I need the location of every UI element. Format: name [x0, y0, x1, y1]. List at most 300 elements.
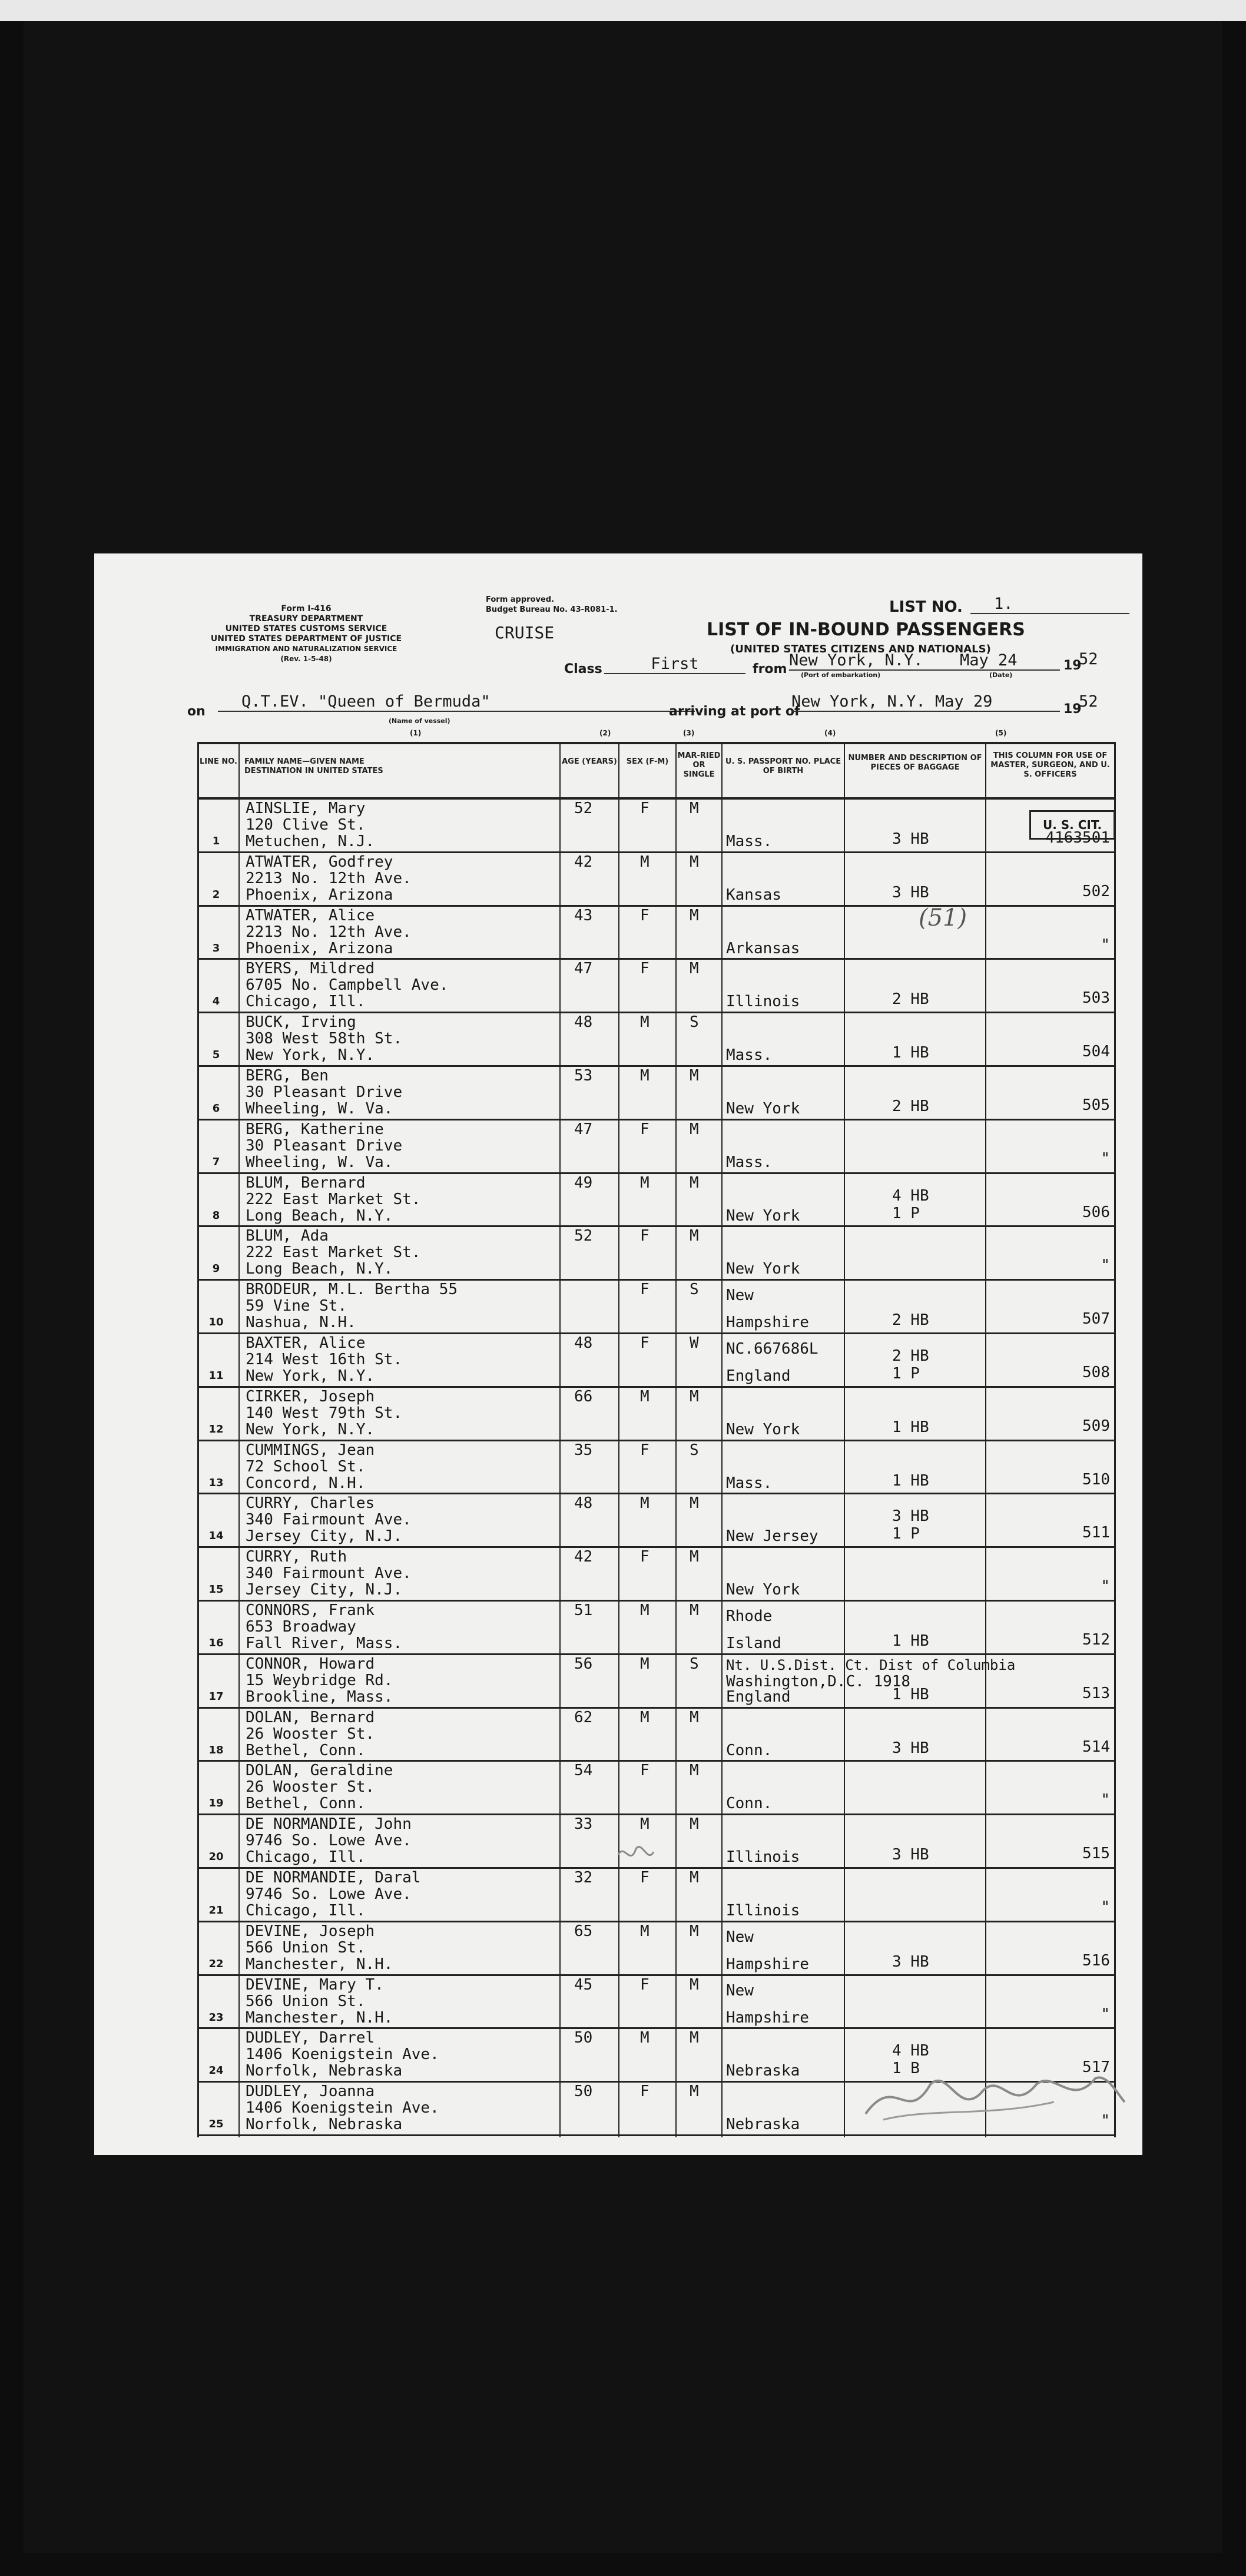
- line-number: 6: [212, 1102, 220, 1115]
- passenger-sex: F: [640, 1762, 649, 1780]
- passenger-marital: S: [690, 1013, 699, 1032]
- passenger-sex: F: [640, 2083, 649, 2101]
- passenger-street: 9746 So. Lowe Ave.: [246, 1885, 412, 1903]
- passenger-city: Chicago, Ill.: [246, 1848, 366, 1866]
- officer-number: ": [1101, 2112, 1110, 2130]
- passenger-age: 42: [574, 853, 593, 871]
- passenger-marital: W: [690, 1334, 699, 1352]
- cruise-stamp: CRUISE: [495, 623, 555, 642]
- passenger-marital: M: [690, 1708, 699, 1726]
- passenger-street: 222 East Market St.: [246, 1244, 421, 1262]
- passenger-age: 53: [574, 1067, 593, 1085]
- birth-line-1: New: [726, 1981, 754, 2000]
- line-number: 20: [208, 1851, 224, 1864]
- table-row: [197, 1762, 1116, 1815]
- passenger-street: 2213 No. 12th Ave.: [246, 923, 412, 941]
- passenger-street: 340 Fairmount Ave.: [246, 1511, 412, 1529]
- passenger-name: BUCK, Irving: [246, 1013, 356, 1032]
- passenger-city: Bethel, Conn.: [246, 1795, 366, 1813]
- table-row: [197, 1174, 1116, 1228]
- passenger-sex: F: [640, 1227, 649, 1245]
- passenger-sex: F: [640, 1120, 649, 1138]
- passenger-sex: F: [640, 1281, 649, 1299]
- passenger-marital: M: [690, 1494, 699, 1513]
- birth-line-2: New York: [726, 1100, 800, 1118]
- passenger-city: Manchester, N.H.: [246, 1955, 393, 1973]
- table-row: [197, 1709, 1116, 1762]
- vessel-name: Q.T.EV. "Queen of Bermuda": [218, 692, 695, 712]
- immigration-service: IMMIGRATION AND NATURALIZATION SERVICE: [215, 645, 397, 653]
- passenger-age: 45: [574, 1975, 593, 1994]
- line-number: 21: [208, 1904, 224, 1917]
- col-num-3: (3): [683, 729, 695, 737]
- scan-top-edge: [0, 0, 1246, 21]
- passenger-name: CONNORS, Frank: [246, 1602, 375, 1619]
- officer-number: 512: [1082, 1631, 1110, 1649]
- line-number: 5: [212, 1049, 220, 1062]
- table-row: [197, 1548, 1116, 1602]
- passenger-sex: M: [640, 1655, 649, 1673]
- passenger-sex: M: [640, 1494, 649, 1513]
- table-row: [197, 1388, 1116, 1441]
- form-number: Form I-416: [281, 604, 332, 614]
- passenger-name: CIRKER, Joseph: [246, 1387, 375, 1405]
- passenger-age: 56: [574, 1655, 593, 1673]
- vessel-caption: (Name of vessel): [389, 717, 450, 725]
- officer-number: ": [1101, 2005, 1110, 2023]
- passenger-name: ATWATER, Godfrey: [246, 853, 393, 871]
- passenger-city: Wheeling, W. Va.: [246, 1100, 393, 1118]
- passenger-street: 30 Pleasant Drive: [246, 1083, 403, 1101]
- baggage-line-2: 1 HB: [892, 1044, 929, 1062]
- line-number: 13: [208, 1476, 224, 1489]
- table-row: [197, 1441, 1116, 1495]
- officer-number: 517: [1082, 2058, 1110, 2077]
- passenger-city: Phoenix, Arizona: [246, 939, 393, 957]
- list-no-value: 1.: [970, 595, 1129, 614]
- passenger-marital: M: [690, 2029, 699, 2047]
- passenger-street: 15 Weybridge Rd.: [246, 1671, 393, 1689]
- passenger-name: ATWATER, Alice: [246, 906, 375, 924]
- passenger-age: 33: [574, 1815, 593, 1834]
- from-label: from: [753, 662, 787, 677]
- passenger-sex: M: [640, 1067, 649, 1085]
- from-year: 52: [1079, 650, 1098, 668]
- line-number: 8: [212, 1209, 220, 1222]
- passenger-age: 48: [574, 1494, 593, 1513]
- birth-line-2: Hampshire: [726, 1314, 809, 1332]
- passenger-sex: F: [640, 1548, 649, 1566]
- table-row: [197, 907, 1116, 960]
- passenger-age: 65: [574, 1922, 593, 1940]
- baggage-line-1: 4 HB: [892, 1186, 929, 1205]
- officer-number: 516: [1082, 1951, 1110, 1970]
- line-number: 7: [212, 1155, 220, 1168]
- officer-number: ": [1101, 1898, 1110, 1916]
- passenger-city: Fall River, Mass.: [246, 1635, 403, 1652]
- passenger-name: CONNOR, Howard: [246, 1655, 375, 1673]
- col-num-2: (2): [599, 729, 611, 737]
- passenger-sex: M: [640, 1922, 649, 1940]
- passenger-name: DOLAN, Bernard: [246, 1708, 375, 1726]
- baggage-line-2: 3 HB: [892, 830, 929, 848]
- manifest-sheet: [94, 553, 1142, 2155]
- passenger-marital: S: [690, 1655, 699, 1673]
- passenger-street: 26 Wooster St.: [246, 1778, 375, 1796]
- passenger-name: CURRY, Ruth: [246, 1548, 347, 1566]
- birth-line-3: England: [726, 1688, 791, 1706]
- passenger-city: Jersey City, N.J.: [246, 1581, 403, 1599]
- passenger-street: 214 West 16th St.: [246, 1351, 403, 1368]
- passenger-street: 566 Union St.: [246, 1992, 366, 2010]
- birth-line-2: Conn.: [726, 1795, 773, 1813]
- col-header-name: FAMILY NAME—GIVEN NAME DESTINATION IN UNITED STATES: [244, 757, 383, 775]
- passenger-street: 222 East Market St.: [246, 1190, 421, 1208]
- passenger-sex: M: [640, 2029, 649, 2047]
- passenger-sex: F: [640, 800, 649, 817]
- passenger-name: DEVINE, Joseph: [246, 1922, 375, 1940]
- passenger-city: Nashua, N.H.: [246, 1314, 356, 1332]
- table-row: [197, 1120, 1116, 1174]
- line-number: 4: [212, 995, 220, 1008]
- passenger-age: 32: [574, 1869, 593, 1887]
- table-row: [197, 1067, 1116, 1120]
- baggage-line-2: 1 HB: [892, 1632, 929, 1650]
- passenger-sex: F: [640, 1869, 649, 1887]
- list-no-label: LIST NO.: [889, 598, 963, 616]
- passenger-sex: F: [640, 906, 649, 924]
- col-num-4: (4): [824, 729, 836, 737]
- birth-line-2: Hampshire: [726, 2008, 809, 2027]
- table-row: [197, 800, 1116, 853]
- passenger-street: 72 School St.: [246, 1457, 366, 1476]
- table-row: [197, 1013, 1116, 1067]
- row-divider: [197, 2134, 1116, 2136]
- baggage-line-1: 2 HB: [892, 1347, 929, 1365]
- birth-line-2: New York: [726, 1581, 800, 1599]
- col-header-officers: THIS COLUMN FOR USE OF MASTER, SURGEON, AND U. S. OFFICERS: [990, 751, 1110, 779]
- passenger-city: Norfolk, Nebraska: [246, 2062, 403, 2080]
- table-row: [197, 1922, 1116, 1976]
- officer-number: 506: [1082, 1203, 1110, 1221]
- passenger-street: 9746 So. Lowe Ave.: [246, 1832, 412, 1850]
- passenger-name: CUMMINGS, Jean: [246, 1441, 375, 1459]
- table-row: [197, 960, 1116, 1013]
- birth-line-2: Nebraska: [726, 2116, 800, 2134]
- birth-line-2: Nebraska: [726, 2062, 800, 2080]
- passenger-sex: F: [640, 1441, 649, 1459]
- passenger-marital: M: [690, 1067, 699, 1085]
- passenger-age: 66: [574, 1387, 593, 1405]
- passenger-marital: M: [690, 1869, 699, 1887]
- passenger-city: Jersey City, N.J.: [246, 1527, 403, 1546]
- birth-line-2: Illinois: [726, 1848, 800, 1866]
- birth-line-1: Rhode: [726, 1607, 773, 1625]
- from-date: May 24: [960, 651, 1060, 671]
- baggage-line-2: 3 HB: [892, 1952, 929, 1971]
- passenger-table: [197, 742, 1116, 2137]
- line-number: 14: [208, 1530, 224, 1543]
- passenger-marital: M: [690, 1762, 699, 1780]
- passenger-name: DUDLEY, Joanna: [246, 2083, 375, 2101]
- birth-line-1: New: [726, 1928, 754, 1946]
- passenger-marital: M: [690, 1815, 699, 1834]
- passenger-marital: M: [690, 1548, 699, 1566]
- passenger-city: New York, N.Y.: [246, 1367, 375, 1385]
- passenger-age: 49: [574, 1173, 593, 1192]
- baggage-line-2: 1 HB: [892, 1471, 929, 1490]
- passenger-street: 120 Clive St.: [246, 816, 366, 834]
- baggage-line-2: 1 P: [892, 1365, 920, 1383]
- line-number: 3: [212, 941, 220, 954]
- class-label: Class: [564, 662, 602, 677]
- date-caption: (Date): [989, 671, 1013, 679]
- baggage-line-2: 2 HB: [892, 1311, 929, 1330]
- col-header-age: AGE (YEARS): [562, 757, 617, 766]
- passenger-street: 308 West 58th St.: [246, 1030, 403, 1048]
- passenger-marital: M: [690, 1387, 699, 1405]
- baggage-line-2: 1 P: [892, 1525, 920, 1543]
- passenger-sex: M: [640, 1173, 649, 1192]
- line-number: 18: [208, 1743, 224, 1756]
- officer-number: 509: [1082, 1417, 1110, 1435]
- table-row: [197, 1869, 1116, 1922]
- passenger-age: 52: [574, 800, 593, 817]
- department-treasury: TREASURY DEPARTMENT: [249, 614, 363, 624]
- department-justice: UNITED STATES DEPARTMENT OF JUSTICE: [210, 634, 402, 644]
- from-year-prefix: 19: [1063, 658, 1082, 673]
- col-header-sex: SEX (F-M): [626, 757, 669, 766]
- passenger-sex: M: [640, 1602, 649, 1619]
- line-number: 1: [212, 835, 220, 847]
- officer-number: 504: [1082, 1043, 1110, 1061]
- passenger-marital: M: [690, 800, 699, 817]
- form-approval: [486, 595, 618, 615]
- officer-number: ": [1101, 936, 1110, 954]
- arriving-year: 52: [1079, 692, 1098, 711]
- birth-line-2: England: [726, 1367, 791, 1385]
- officer-number: 511: [1082, 1524, 1110, 1542]
- passenger-city: Wheeling, W. Va.: [246, 1153, 393, 1171]
- baggage-line-1: 3 HB: [892, 1507, 929, 1526]
- officer-number: 505: [1082, 1096, 1110, 1114]
- arriving-value: New York, N.Y. May 29: [791, 692, 1060, 712]
- passenger-age: 48: [574, 1334, 593, 1352]
- citizen-status-box: U. S. CIT.: [1029, 810, 1115, 840]
- passenger-city: Long Beach, N.Y.: [246, 1260, 393, 1278]
- passenger-marital: M: [690, 1173, 699, 1192]
- passenger-marital: M: [690, 906, 699, 924]
- passenger-sex: M: [640, 1708, 649, 1726]
- passenger-marital: M: [690, 1922, 699, 1940]
- line-number: 10: [208, 1316, 224, 1329]
- officer-number: 4163501: [1045, 829, 1110, 847]
- table-row: [197, 1976, 1116, 2030]
- passenger-street: 653 Broadway: [246, 1618, 356, 1636]
- birth-line-2: Mass.: [726, 1474, 773, 1492]
- passenger-age: 35: [574, 1441, 593, 1459]
- passenger-age: 62: [574, 1708, 593, 1726]
- officer-number: 514: [1082, 1738, 1110, 1756]
- baggage-line-2: 1 P: [892, 1204, 920, 1222]
- passenger-name: BERG, Ben: [246, 1067, 329, 1085]
- passenger-city: Manchester, N.H.: [246, 2008, 393, 2027]
- form-revision: (Rev. 1-5-48): [280, 655, 332, 663]
- passenger-name: DUDLEY, Darrel: [246, 2029, 375, 2047]
- line-number: 15: [208, 1583, 224, 1596]
- passenger-marital: M: [690, 1120, 699, 1138]
- birth-line-2: New Jersey: [726, 1527, 818, 1546]
- passenger-name: CURRY, Charles: [246, 1494, 375, 1513]
- passenger-age: 54: [574, 1762, 593, 1780]
- birth-line-2: Illinois: [726, 1902, 800, 1919]
- baggage-line-2: 3 HB: [892, 883, 929, 901]
- passenger-street: 26 Wooster St.: [246, 1725, 375, 1743]
- passenger-marital: M: [690, 853, 699, 871]
- passenger-name: DOLAN, Geraldine: [246, 1762, 393, 1780]
- table-row: [197, 1281, 1116, 1334]
- passenger-name: BERG, Katherine: [246, 1120, 384, 1138]
- table-row: [197, 1334, 1116, 1388]
- baggage-line-2: 1 HB: [892, 1685, 929, 1703]
- birth-line-1: Nt. U.S.Dist. Ct. Dist of Columbia: [726, 1656, 1016, 1673]
- line-number: 24: [208, 2064, 224, 2077]
- passenger-marital: M: [690, 1602, 699, 1619]
- officer-number: 503: [1082, 989, 1110, 1007]
- passenger-age: 50: [574, 2029, 593, 2047]
- baggage-line-2: 3 HB: [892, 1846, 929, 1864]
- baggage-line-1: 4 HB: [892, 2042, 929, 2060]
- passenger-sex: F: [640, 1975, 649, 1994]
- approved-text: Form approved.: [486, 595, 555, 604]
- passenger-city: New York, N.Y.: [246, 1046, 375, 1065]
- arriving-label: arriving at port of: [669, 704, 800, 719]
- passenger-city: Chicago, Ill.: [246, 1902, 366, 1919]
- birth-line-1: New: [726, 1287, 754, 1305]
- handwritten-signature: [860, 2061, 1131, 2131]
- line-number: 11: [208, 1370, 224, 1382]
- passenger-name: AINSLIE, Mary: [246, 800, 366, 817]
- passenger-city: Concord, N.H.: [246, 1474, 366, 1492]
- passenger-street: 59 Vine St.: [246, 1297, 347, 1315]
- form-header-left: [183, 604, 430, 664]
- passenger-sex: F: [640, 960, 649, 978]
- line-number: 22: [208, 1957, 224, 1970]
- passenger-city: Norfolk, Nebraska: [246, 2116, 403, 2134]
- officer-number: ": [1101, 1149, 1110, 1168]
- line-number: 2: [212, 888, 220, 901]
- officer-number: 510: [1082, 1470, 1110, 1488]
- passenger-name: BLUM, Ada: [246, 1227, 329, 1245]
- passenger-age: 50: [574, 2083, 593, 2101]
- passenger-age: 48: [574, 1013, 593, 1032]
- line-number: 25: [208, 2118, 224, 2131]
- from-port: New York, N.Y.: [789, 651, 960, 671]
- passenger-name: BYERS, Mildred: [246, 960, 375, 978]
- col-num-5: (5): [995, 729, 1007, 737]
- baggage-line-2: 1 B: [892, 2060, 920, 2078]
- passenger-city: Chicago, Ill.: [246, 993, 366, 1011]
- passenger-city: Brookline, Mass.: [246, 1688, 393, 1706]
- passenger-name: DE NORMANDIE, John: [246, 1815, 412, 1834]
- passenger-name: DE NORMANDIE, Daral: [246, 1869, 421, 1887]
- officer-number: 502: [1082, 882, 1110, 900]
- passenger-city: Phoenix, Arizona: [246, 886, 393, 904]
- birth-line-2: Kansas: [726, 886, 781, 904]
- handwritten-tick: [612, 1837, 660, 1872]
- birth-line-2: New York: [726, 1206, 800, 1225]
- passenger-street: 2213 No. 12th Ave.: [246, 869, 412, 887]
- passenger-street: 1406 Koenigstein Ave.: [246, 2099, 439, 2117]
- line-number: 23: [208, 2011, 224, 2024]
- passenger-street: 140 West 79th St.: [246, 1404, 403, 1422]
- passenger-marital: S: [690, 1281, 699, 1299]
- birth-line-2: Conn.: [726, 1741, 773, 1759]
- passenger-sex: M: [640, 853, 649, 871]
- passenger-sex: M: [640, 1815, 649, 1834]
- birth-line-2: Illinois: [726, 993, 800, 1011]
- passenger-sex: M: [640, 1013, 649, 1032]
- budget-bureau: Budget Bureau No. 43-R081-1.: [486, 605, 618, 614]
- line-number: 17: [208, 1690, 224, 1703]
- col-header-baggage: NUMBER AND DESCRIPTION OF PIECES OF BAGGAGE: [848, 754, 982, 772]
- passenger-age: 47: [574, 1120, 593, 1138]
- officer-number: ": [1101, 1791, 1110, 1809]
- officer-number: ": [1101, 1577, 1110, 1596]
- table-row: [197, 1494, 1116, 1548]
- officer-number: 515: [1082, 1845, 1110, 1863]
- line-number: 12: [208, 1423, 224, 1435]
- arriving-year-prefix: 19: [1063, 702, 1082, 717]
- officer-number: ": [1101, 1256, 1110, 1275]
- birth-line-2: Island: [726, 1635, 781, 1652]
- baggage-line-2: 2 HB: [892, 990, 929, 1009]
- birth-line-2: Mass.: [726, 833, 773, 850]
- customs-service: UNITED STATES CUSTOMS SERVICE: [225, 624, 387, 634]
- passenger-name: BLUM, Bernard: [246, 1173, 366, 1192]
- passenger-age: 43: [574, 906, 593, 924]
- col-header-line: LINE NO.: [200, 757, 237, 766]
- passenger-name: BAXTER, Alice: [246, 1334, 366, 1352]
- birth-line-2: Mass.: [726, 1153, 773, 1171]
- officer-number: 513: [1082, 1684, 1110, 1702]
- baggage-line-2: 2 HB: [892, 1098, 929, 1115]
- officer-number: 508: [1082, 1364, 1110, 1381]
- col-num-1: (1): [410, 729, 422, 737]
- birth-line-2: Mass.: [726, 1046, 773, 1065]
- line-number: 9: [212, 1262, 220, 1275]
- table-row: [197, 853, 1116, 907]
- line-number: 19: [208, 1797, 224, 1810]
- circled-note: (51): [919, 904, 967, 931]
- passenger-street: 1406 Koenigstein Ave.: [246, 2045, 439, 2064]
- col-header-passport: U. S. PASSPORT NO. PLACE OF BIRTH: [725, 757, 841, 775]
- passenger-sex: M: [640, 1387, 649, 1405]
- passenger-name: DEVINE, Mary T.: [246, 1975, 384, 1994]
- passenger-age: 51: [574, 1602, 593, 1619]
- officer-number: 507: [1082, 1310, 1110, 1328]
- passenger-street: 566 Union St.: [246, 1938, 366, 1957]
- passenger-age: 47: [574, 960, 593, 978]
- passenger-street: 6705 No. Campbell Ave.: [246, 976, 449, 994]
- passenger-marital: M: [690, 960, 699, 978]
- col-header-married: MAR-RIED OR SINGLE: [677, 751, 721, 779]
- passenger-street: 340 Fairmount Ave.: [246, 1564, 412, 1583]
- passenger-marital: M: [690, 1975, 699, 1994]
- birth-line-2: Arkansas: [726, 939, 800, 957]
- passenger-city: New York, N.Y.: [246, 1420, 375, 1438]
- birth-line-1: NC.667686L: [726, 1340, 818, 1358]
